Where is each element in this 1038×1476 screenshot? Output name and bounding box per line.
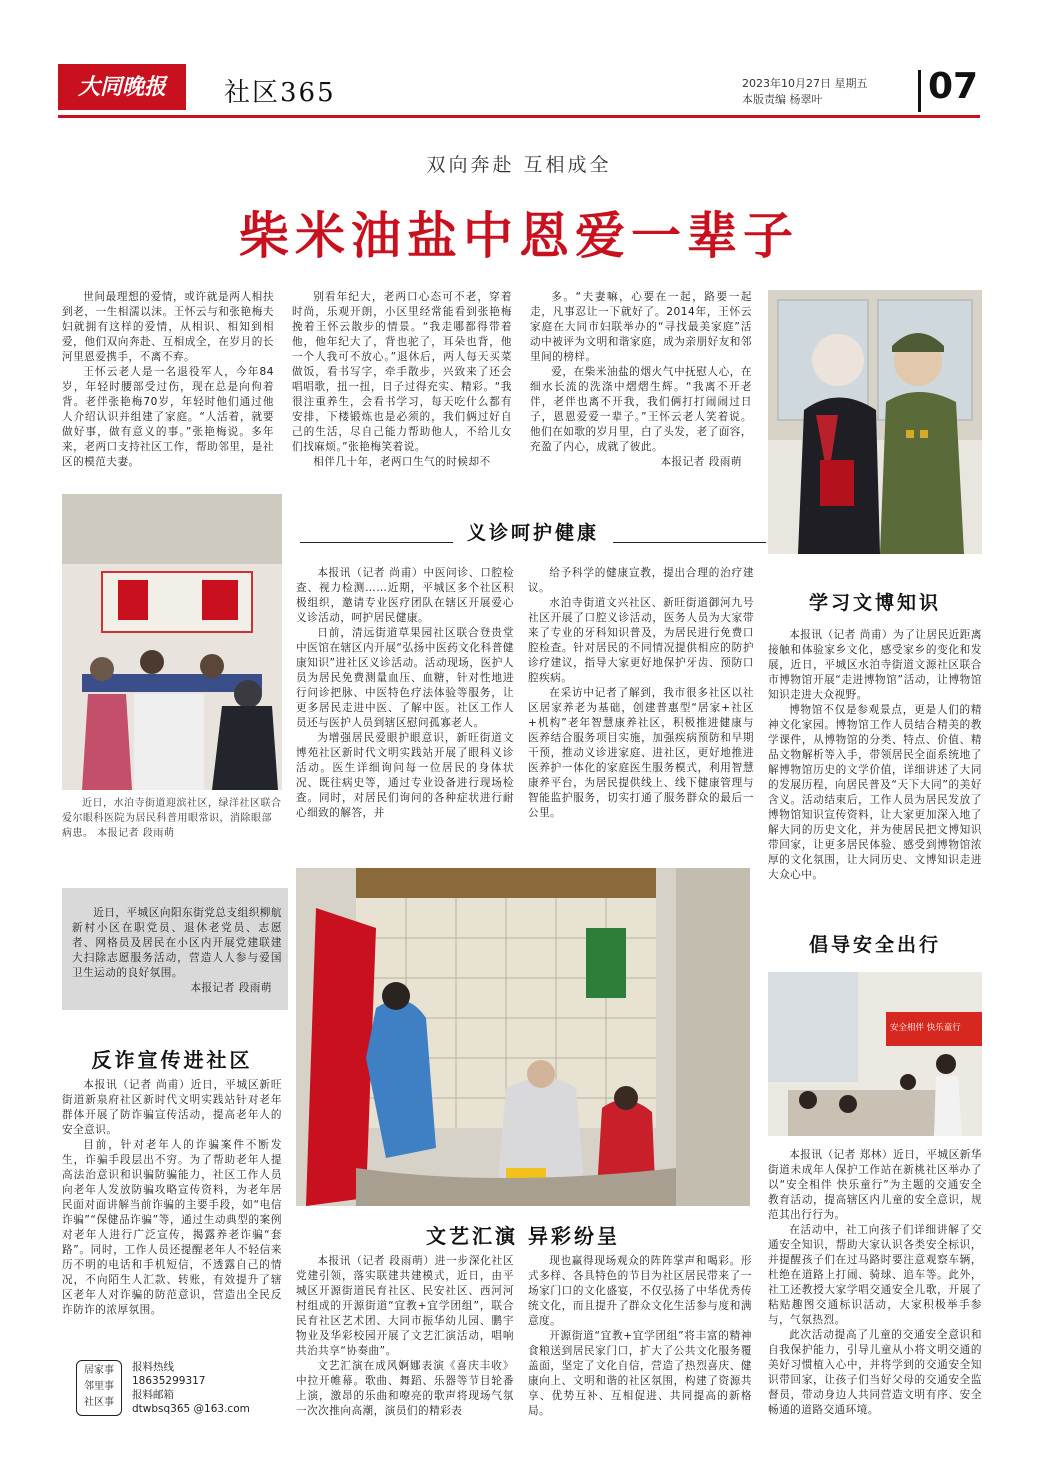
yizhen-column-1 [296,566,514,821]
paragraph: 目前，针对老年人的诈骗案件不断发生，诈骗手段层出不穷。为了帮助老年人提高法治意识和识骗防骗能力，社区工作人员向老年人发放防骗攻略宣传资料，为老年居民面对面讲解当前诈骗的主要手段，如“电信诈骗”“保健品诈骗”等，通过生动典型的案例对老年人进行广泛宣传，揭露养老诈骗“套路”。同时，工作人员还提醒老年人不轻信来历不明的电话和手机短信，不透露自己的情况，不向陌生人汇款、转账，有效提升了辖区老年人对诈骗的防范意识，营造出全民反诈防诈的浓厚氛围。 [62,1139,282,1316]
divider [918,70,921,112]
paragraph: 为增强居民爱眼护眼意识，新旺街道文博苑社区新时代文明实践站开展了眼科义诊活动。医生详细询问每一位居民的身体状况、既往病史等，通过专业设备进行现场检查。同时，对居民们询问的各种症状进行耐心细致的解答，并 [296,732,514,819]
banner-text: 安全相伴 快乐童行 [890,1023,961,1033]
paragraph: 给予科学的健康宣教，提出合理的治疗建议。 [528,567,754,594]
xuexi-title: 学习文博知识 [808,592,941,614]
paragraph: 本报讯（记者 尚甫）为了让居民近距离接触和体验家乡文化，感受家乡的变化和发展，近日，平城区水泊寺街道文源社区联合市博物馆开展“走进博物馆”活动，让博物馆知识走进大众视野。 [768,629,982,701]
fanzha-body [62,1078,282,1318]
masthead-rule [58,115,980,118]
hotline-email: dtwbsq365 @163.com [132,1403,250,1415]
paragraph: 相伴几十年，老两口生气的时候却不 [313,456,491,468]
editor-line: 本版责编 杨翠叶 [742,93,823,106]
yizhen-title [300,518,766,545]
anquan-title: 倡导安全出行 [808,934,941,956]
paragraph: 世间最理想的爱情，或许就是两人相扶到老，一生相濡以沫。王怀云与和张艳梅夫妇就拥有这样的爱情，从相识、相知到相爱，他们双向奔赴、互相成全，在岁月的长河里恩爱携手，不离不弃。 [62,291,274,363]
paragraph: 在活动中，社工向孩子们详细讲解了交通安全知识，帮助大家认识各类安全标识，并提醒孩子们在过马路时要注意观察车辆，杜绝在道路上打闹、骑球、追车等。此外，社工还教授大家学唱交通安全儿歌，开展了粘贴趣图交通标识活动，大家积极举手参与，气氛热烈。 [768,1224,982,1326]
anquan-body [768,1148,982,1418]
xuexi-body [768,628,982,883]
paragraph: 王怀云老人是一名退役军人，今年84岁，年轻时腰部受过伤，现在总是向佝着背。老伴张艳梅70岁，年轻时他们通过他人介绍认识并组建了家庭。“人活着，就要做好事，做有意义的事。”张艳梅说。多年来，老两口支持社区工作，帮助邻里，是社区的模范夫妻。 [62,366,274,468]
paragraph: 开源街道“宜教+宜学团组”将丰富的精神食粮送到居民家门口，扩大了公共文化服务覆盖面，坚定了文化自信，营造了热烈喜庆、健康向上、文明和谐的社区氛围，构建了资源共享、优势互补、互相促进、共同提高的新格局。 [528,1330,752,1417]
paragraph: 在采访中记者了解到，我市很多社区以社区居家养老为基础，创建普惠型“居家+社区+机构”老年智慧康养社区，积极推进健康与医养结合服务项目实施，加强疾病预防和早期干预，推动义诊进家庭、进社区，更好地推进医养护一体化的家庭医生服务模式，利用智慧康养平台，为居民提供线上、线下健康管理与智能监护服务，切实打通了服务群众的最后一公里。 [528,687,754,819]
lead-column-3 [530,290,752,470]
paragraph: 本报讯（记者 尚甫）近日，平城区新旺街道新泉府社区新时代文明实践站针对老年群体开展了防诈骗宣传活动，提高老年人的安全意识。 [62,1079,282,1136]
clinic-photo-caption: 近日，水泊寺街道迎滨社区，绿洋社区联合爱尔眼科医院为居民科普用眼常识，消除眼部病患。 本报记者 段雨萌 [62,798,282,839]
couple-photo [768,290,982,554]
paragraph: 日前，清远街道草果园社区联合登贵堂中医馆在辖区内开展“弘扬中医药文化科普健康知识”进社区义诊活动。活动现场，医护人员为居民免费测量血压、血糖，针对性地进行问诊把脉、中医特色疗法体验等服务，让更多居民走进中医、了解中医。社区工作人员还与医护人员到辖区慰问孤寡老人。 [296,627,514,729]
paragraph: 爱，在柴米油盐的烟火气中抚慰人心，在细水长流的洗涤中熠熠生辉。“我离不开老伴，老伴也离不开我，我们俩打打闹闹过日子，恩恩爱爱一辈子。”王怀云老人笑着说。他们在如歌的岁月里，白了头发，老了面容，充盈了内心，成就了彼此。 [530,366,752,453]
cleanup-photo [296,868,750,1206]
paragraph: 文艺汇演在成风婀娜表演《喜庆丰收》中拉开帷幕。歌曲、舞蹈、乐器等节目轮番上演，激昂的乐曲和嘹亮的歌声将现场气氛一次次推向高潮，演员们的精彩表 [296,1360,514,1417]
traffic-safety-photo [768,972,982,1136]
section-title: 社区365 [224,78,336,108]
fanzha-title: 反诈宣传进社区 [91,1048,253,1072]
stamp-line: 邻里事 [84,1381,114,1392]
paragraph: 本报讯（记者 段雨萌）进一步深化社区党建引领，落实联建共建模式，近日，由平城区开源街道民育社区、民安社区、西河河村组成的开源街道“宜教+宜学团组”，联合民育社区艺术团、大同市振华幼儿园、鹏宇物业及华彩校园开展了文艺汇演活动，唱响共治共享“协奏曲”。 [296,1255,514,1357]
lead-column-2 [292,290,512,470]
paragraph: 此次活动提高了儿童的交通安全意识和自我保护能力，引导儿童从小将文明交通的美好习惯植入心中，并将学到的交通安全知识带回家，让孩子们当好父母的交通安全监督员，带动身边人共同营造文明有序、安全畅通的道路交通环境。 [768,1329,982,1416]
paragraph: 本报讯（记者 郑林）近日，平城区新华街道未成年人保护工作站在新桃社区举办了以“安全相伴 快乐童行”为主题的交通安全教育活动，提高辖区内儿童的安全意识，规范其出行行为。 [768,1149,982,1221]
lead-kicker: 双向奔赴 互相成全 [426,154,612,176]
paragraph: 水泊寺街道文兴社区、新旺街道御河九号社区开展了口腔义诊活动，医务人员为大家带来了专业的牙科知识普及，为居民进行免费口腔检查。针对居民的不同情况提供相应的防护诊疗建议，指导大家更好地保护牙齿、预防口腔疾病。 [528,597,754,684]
email-label: 报料邮箱 [132,1389,174,1401]
lead-column-1 [62,290,274,470]
byline: 本报记者 段雨萌 [190,982,272,994]
paragraph: 别看年纪大，老两口心态可不老，穿着时尚，乐观开朗，小区里经常能看到张艳梅挽着王怀云散步的情景。“我走哪都得带着他，他年纪大了，背也驼了，耳朵也背，他一个人我可不放心。”退休后，两人每天买菜做饭，看书写字，牵手散步，兴致来了还会唱唱歌，扭一扭，日子过得充实、精彩。“我很注重养生，会看书学习，每天吃什么都有安排，下楼锻炼也是必须的，我们俩过好自己的生活，尽自己能力帮助他人，不给儿女们找麻烦。”张艳梅笑着说。 [292,291,512,453]
hotline-phone: 18635299317 [132,1375,206,1387]
page-number: 07 [928,66,979,107]
stamp-line: 居家事 [84,1365,114,1376]
byline: 本报记者 段雨萌 [660,456,742,468]
clinic-photo [62,494,282,790]
wenyi-column-2 [528,1254,752,1419]
yizhen-title-text: 义诊呵护健康 [453,522,613,544]
hotline-label: 报料热线 [132,1361,174,1373]
paragraph: 现也赢得现场观众的阵阵掌声和喝彩。形式多样、各具特色的节目为社区居民带来了一场家门口的文化盛宴，不仅弘扬了中华优秀传统文化，而且提升了群众文化生活参与度和满意度。 [528,1255,752,1327]
yizhen-column-2 [528,566,754,821]
paragraph: 多。“夫妻嘛，心要在一起，路要一起走，凡事忍让一下就好了。2014年，王怀云家庭在大同市妇联举办的“寻找最美家庭”活动中被评为文明和谐家庭，成为亲朋好友和邻里间的榜样。 [530,291,752,363]
stamp-line: 社区事 [84,1397,114,1408]
community-stamp [76,1360,122,1416]
date-editor [742,76,868,108]
wenyi-column-1 [296,1254,514,1419]
hotline-info [132,1360,282,1416]
paragraph: 近日，平城区向阳东街党总支组织柳航新村小区在职党员、退休老党员、志愿者、网格员及居民在小区内开展党建联建大扫除志愿服务活动，营造人人参与爱国卫生运动的良好氛围。 [72,907,282,979]
paragraph: 本报讯（记者 尚甫）中医问诊、口腔检查、视力检测……近期，平城区多个社区积极组织，邀请专业医疗团队在辖区开展爱心义诊活动，呵护居民健康。 [296,567,514,624]
newspaper-logo: 大同晚报 [58,64,186,110]
wenyi-title: 文艺汇演 异彩纷呈 [426,1224,620,1248]
issue-date: 2023年10月27日 星期五 [742,77,868,90]
cleanup-caption-box [62,888,288,1010]
lead-headline: 柴米油盐中恩爱一辈子 [239,206,799,265]
paragraph: 博物馆不仅是参观景点，更是人们的精神文化家园。博物馆工作人员结合精美的教学课件，从博物馆的分类、特点、价值、精品文物解析等入手，带领居民全面系统地了解博物馆历史的文学价值，详细讲述了大同的发展历程，向居民普及“天下大同”的美好含义。活动结束后，工作人员为居民发放了博物馆知识宣传资料，让大家更加深入地了解大同的历史文化，并为使居民把文博知识带回家，让更多居民体验、感受到博物馆浓厚的文化氛围，让大同历史、文博知识走进大众心中。 [768,704,982,881]
